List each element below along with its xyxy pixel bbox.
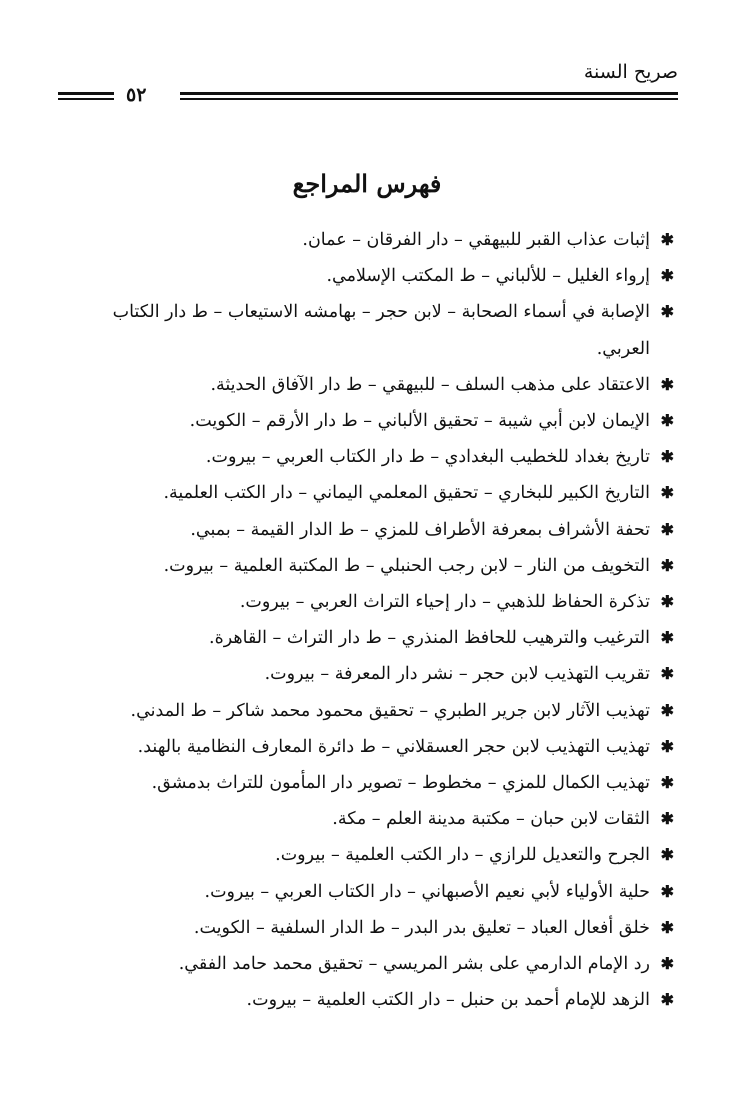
- reference-text: تهذيب الآثار لابن جرير الطبري – تحقيق محمود محمد شاكر – ط المدني.: [130, 700, 650, 721]
- reference-text: الإيمان لابن أبي شيبة – تحقيق الألباني – ط دار الأرقم – الكويت.: [189, 411, 650, 432]
- reference-text: الزهد للإمام أحمد بن حنبل – دار الكتب العلمية – بيروت.: [246, 990, 650, 1011]
- reference-item: [54, 656, 676, 692]
- asterisk-bullet-icon: ✱: [660, 483, 674, 503]
- asterisk-bullet-icon: ✱: [660, 411, 674, 431]
- asterisk-bullet-icon: ✱: [660, 266, 674, 286]
- asterisk-bullet-icon: ✱: [660, 700, 674, 720]
- reference-item: [54, 584, 676, 620]
- reference-item: [54, 765, 676, 801]
- reference-item: [54, 548, 676, 584]
- reference-item: [54, 222, 676, 258]
- reference-item: [54, 801, 676, 837]
- reference-text: تقريب التهذيب لابن حجر – نشر دار المعرفة – بيروت.: [264, 664, 650, 685]
- reference-text: الجرح والتعديل للرازي – دار الكتب العلمية – بيروت.: [275, 845, 650, 866]
- asterisk-bullet-icon: ✱: [660, 809, 674, 829]
- reference-text: حلية الأولياء لأبي نعيم الأصبهاني – دار الكتاب العربي – بيروت.: [204, 881, 650, 902]
- reference-item: [54, 475, 676, 511]
- reference-item: [54, 512, 676, 548]
- asterisk-bullet-icon: ✱: [660, 628, 674, 648]
- reference-item: [54, 367, 676, 403]
- reference-item: [54, 258, 676, 294]
- reference-text: خلق أفعال العباد – تعليق بدر البدر – ط الدار السلفية – الكويت.: [193, 917, 650, 938]
- asterisk-bullet-icon: ✱: [660, 230, 674, 249]
- reference-text: الترغيب والترهيب للحافظ المنذري – ط دار التراث – القاهرة.: [209, 628, 650, 649]
- reference-item: [54, 620, 676, 656]
- asterisk-bullet-icon: ✱: [660, 881, 674, 901]
- running-header: [58, 58, 678, 108]
- asterisk-bullet-icon: ✱: [660, 954, 674, 974]
- reference-text: تهذيب الكمال للمزي – مخطوط – تصوير دار المأمون للتراث بدمشق.: [151, 773, 650, 794]
- asterisk-bullet-icon: ✱: [660, 374, 674, 394]
- section-title: فهرس المراجع: [292, 169, 442, 198]
- asterisk-bullet-icon: ✱: [660, 447, 674, 467]
- book-title: صريح السنة: [583, 61, 678, 83]
- asterisk-bullet-icon: ✱: [660, 773, 674, 793]
- reference-item: [54, 982, 676, 1018]
- reference-text: إثبات عذاب القبر للبيهقي – دار الفرقان – عمان.: [302, 230, 650, 250]
- reference-text: التخويف من النار – لابن رجب الحنبلي – ط المكتبة العلمية – بيروت.: [163, 555, 650, 576]
- reference-text: تذكرة الحفاظ للذهبي – دار إحياء التراث العربي – بيروت.: [239, 592, 650, 613]
- asterisk-bullet-icon: ✱: [660, 845, 674, 865]
- reference-text: الثقات لابن حبان – مكتبة مدينة العلم – مكة.: [332, 809, 650, 830]
- reference-text: الاعتقاد على مذهب السلف – للبيهقي – ط دار الآفاق الحديثة.: [210, 374, 650, 395]
- reference-item: [54, 946, 676, 982]
- reference-text: تهذيب التهذيب لابن حجر العسقلاني – ط دائرة المعارف النظامية بالهند.: [137, 736, 650, 757]
- asterisk-bullet-icon: ✱: [660, 555, 674, 575]
- reference-text: رد الإمام الدارمي على بشر المريسي – تحقيق محمد حامد الفقي.: [178, 954, 650, 975]
- asterisk-bullet-icon: ✱: [660, 519, 674, 539]
- header-rule: [180, 92, 678, 103]
- reference-item: [54, 910, 676, 946]
- asterisk-bullet-icon: ✱: [660, 917, 674, 937]
- reference-text: التاريخ الكبير للبخاري – تحقيق المعلمي اليماني – دار الكتب العلمية.: [163, 483, 650, 504]
- reference-text: إرواء الغليل – للألباني – ط المكتب الإسلامي.: [326, 266, 650, 287]
- asterisk-bullet-icon: ✱: [660, 302, 674, 322]
- asterisk-bullet-icon: ✱: [660, 990, 674, 1010]
- references-list: [54, 222, 676, 1018]
- reference-item: [54, 874, 676, 910]
- reference-item: [54, 729, 676, 765]
- asterisk-bullet-icon: ✱: [660, 736, 674, 756]
- reference-item: [54, 439, 676, 475]
- reference-item: [54, 837, 676, 873]
- asterisk-bullet-icon: ✱: [660, 664, 674, 684]
- reference-text: تحفة الأشراف بمعرفة الأطراف للمزي – ط الدار القيمة – بمبي.: [190, 519, 650, 540]
- reference-text: الإصابة في أسماء الصحابة – لابن حجر – بهامشه الاستيعاب – ط دار الكتاب العربي.: [112, 302, 650, 359]
- reference-text: تاريخ بغداد للخطيب البغدادي – ط دار الكتاب العربي – بيروت.: [205, 447, 650, 468]
- page-number-rule: [58, 92, 114, 103]
- reference-item: [54, 403, 676, 439]
- reference-item: [54, 693, 676, 729]
- reference-item: [54, 294, 676, 366]
- asterisk-bullet-icon: ✱: [660, 592, 674, 612]
- page-number: ٥٢: [126, 84, 147, 106]
